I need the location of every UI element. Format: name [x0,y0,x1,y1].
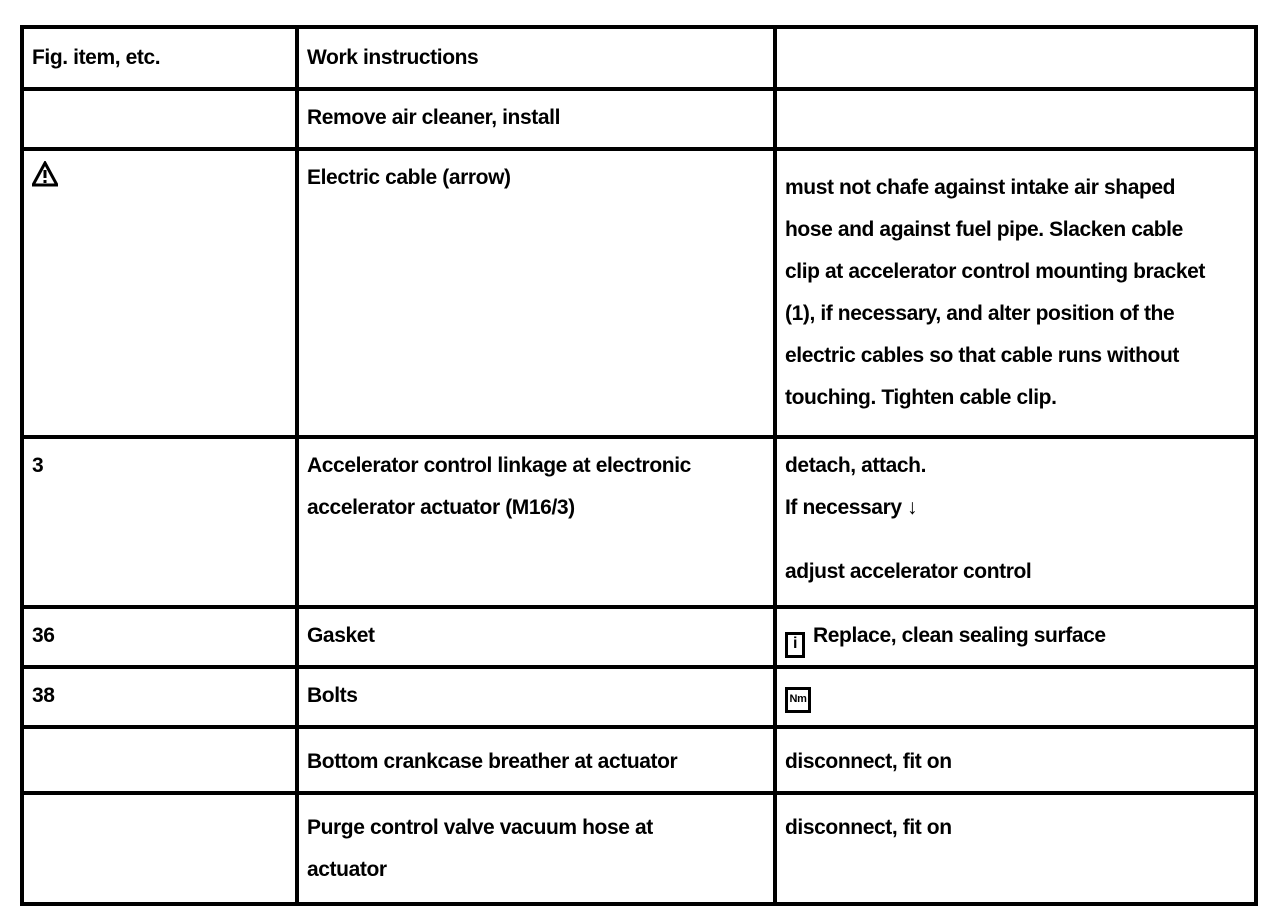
row-instruction: Bolts [297,667,775,727]
row-instruction: Gasket [297,607,775,667]
row-note [775,89,1256,149]
row-note [775,667,1256,727]
note-line: clip at accelerator control mounting bracket [785,260,1206,283]
instruction-line: actuator [307,858,387,881]
table-row [22,149,1256,437]
note-line: hose and against fuel pipe. Slacken cable [785,218,1183,241]
note-line: must not chafe against intake air shaped [785,176,1176,199]
row-note: disconnect, fit on [775,727,1256,793]
table-row [22,727,1256,793]
header-fig-item: Fig. item, etc. [22,27,297,89]
header-work-instructions: Work instructions [297,27,775,89]
instruction-line: accelerator actuator (M16/3) [307,496,575,519]
table-row [22,89,1256,149]
row-item [22,149,297,437]
row-instruction: Remove air cleaner, install [297,89,775,149]
warning-triangle-icon [32,161,58,187]
instruction-line: Purge control valve vacuum hose at [307,816,653,839]
row-item [22,727,297,793]
row-item [22,89,297,149]
row-item: 36 [22,607,297,667]
work-instructions-document [20,25,1254,906]
header-notes [775,27,1256,89]
row-instruction: Bottom crankcase breather at actuator [297,727,775,793]
torque-nm-icon: Nm [785,687,811,713]
instructions-table [20,25,1258,906]
row-instruction [297,437,775,607]
row-note [775,607,1256,667]
row-item [22,793,297,904]
note-text: Replace, clean sealing surface [813,624,1106,647]
table-row [22,607,1256,667]
note-line: detach, attach. [785,454,927,477]
row-note: disconnect, fit on [775,793,1256,904]
info-replace-icon: i [785,632,805,658]
note-line: electric cables so that cable runs without [785,344,1179,367]
note-line: adjust accelerator control [785,560,1032,583]
instruction-line: Accelerator control linkage at electronic [307,454,691,477]
note-line: If necessary ↓ [785,496,918,519]
table-row [22,667,1256,727]
note-line: (1), if necessary, and alter position of the [785,302,1175,325]
row-item: 38 [22,667,297,727]
row-note [775,149,1256,437]
table-row [22,793,1256,904]
row-note [775,437,1256,607]
table-header-row [22,27,1256,89]
row-item: 3 [22,437,297,607]
table-row [22,437,1256,607]
note-line: touching. Tighten cable clip. [785,386,1057,409]
row-instruction: Electric cable (arrow) [297,149,775,437]
row-instruction [297,793,775,904]
